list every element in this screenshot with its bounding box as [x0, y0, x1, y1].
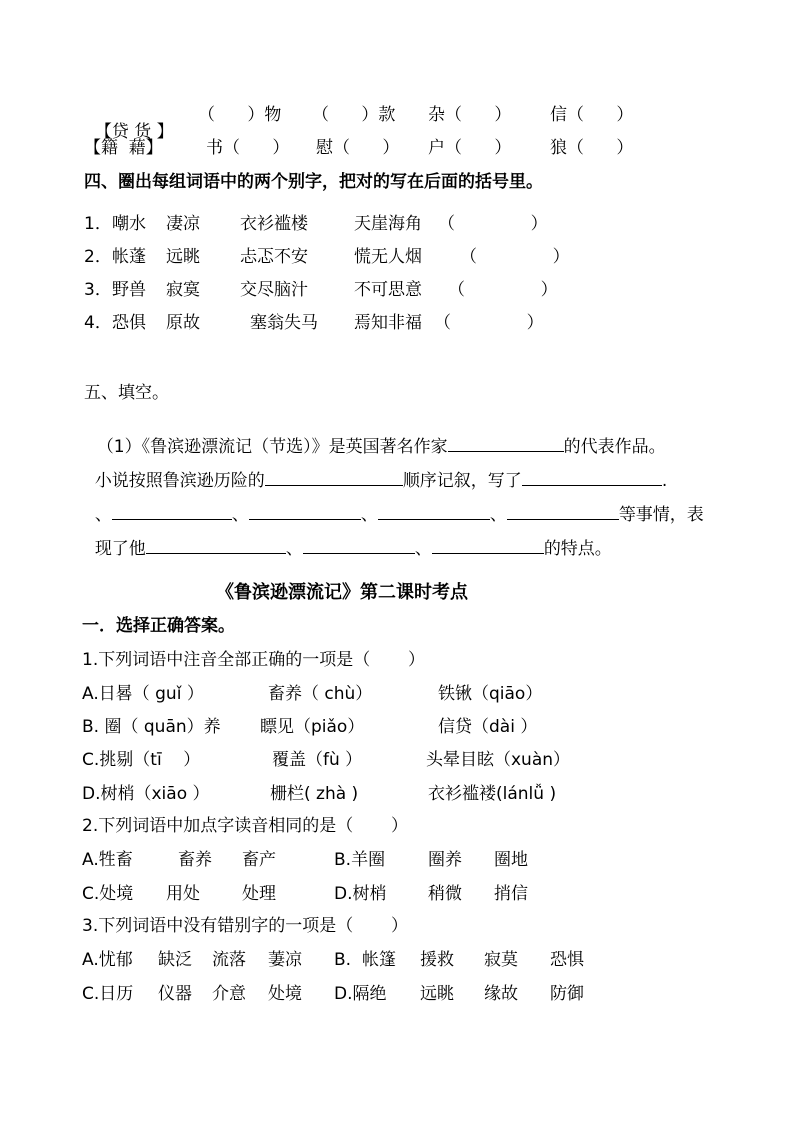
answer-blank[interactable]	[249, 503, 361, 520]
row1-label: 【贷 货 】	[94, 122, 174, 142]
word: 塞翁失马	[250, 313, 318, 333]
q3-word: 寂莫	[484, 950, 518, 970]
q1-option-b-w3: 信贷（dài ）	[438, 717, 538, 737]
answer-blank[interactable]	[522, 469, 662, 486]
answer-paren: （ ）	[448, 280, 558, 300]
row1-item4: 信（ ）	[550, 105, 634, 125]
q1-option-c-w3: 头晕目眩（xuàn）	[426, 750, 571, 770]
answer-blank[interactable]	[303, 537, 415, 554]
fill-text: 、	[94, 505, 112, 525]
fill-text: 的代表作品。	[563, 437, 666, 457]
answer-paren: （ ）	[434, 313, 544, 333]
q3-stem: 3.下列词语中没有错别字的一项是（ ）	[82, 916, 409, 936]
word: 远眺	[166, 247, 200, 267]
answer-paren: （ ）	[438, 214, 548, 234]
separator: 、	[414, 539, 432, 559]
fill-text: .	[661, 471, 668, 491]
sec3-row1	[84, 107, 174, 141]
word: 不可思意	[354, 280, 422, 300]
q3-option-d[interactable]: D.隔绝	[334, 984, 387, 1004]
q2-word: 稍微	[428, 884, 462, 904]
q1-option-b[interactable]: B. 圈（ quān）养	[82, 717, 221, 737]
word: 焉知非福	[354, 313, 422, 333]
fill-text: 等事情，表	[618, 505, 704, 525]
q3-option-b[interactable]: B.	[334, 950, 352, 970]
row2-item2: 慰（ ）	[316, 138, 400, 158]
word: 天崖海角	[354, 214, 422, 234]
q1-option-a-w2: 畜养（ chù）	[268, 684, 373, 704]
q3-word: 帐篷	[362, 950, 396, 970]
q3-word: 援救	[420, 950, 454, 970]
line-number: 1．	[84, 214, 112, 234]
word: 恐俱	[112, 313, 146, 333]
lesson2-heading: 一．选择正确答案。	[82, 616, 235, 636]
fill-text: 的特点。	[543, 539, 612, 559]
q3-word: 介意	[212, 984, 246, 1004]
q3-option-c[interactable]: C.日历	[82, 984, 134, 1004]
fill-line-2	[84, 452, 667, 490]
word: 慌无人烟	[354, 247, 422, 267]
answer-blank[interactable]	[265, 469, 403, 486]
answer-paren: （ ）	[460, 247, 570, 267]
q2-option-c[interactable]: C.处境	[82, 884, 134, 904]
q1-option-a[interactable]: A.日晷（ guǐ ）	[82, 684, 204, 704]
q3-word: 缘故	[484, 984, 518, 1004]
q2-option-d[interactable]: D.树梢	[334, 884, 387, 904]
answer-blank[interactable]	[448, 435, 564, 452]
q3-word: 缺泛	[158, 950, 192, 970]
q3-word: 流落	[212, 950, 246, 970]
fill-line-1	[86, 418, 666, 456]
word: 帐蓬	[112, 247, 146, 267]
q2-option-a[interactable]: A.牲畜	[82, 850, 133, 870]
q3-word: 远眺	[420, 984, 454, 1004]
answer-blank[interactable]	[507, 503, 619, 520]
q2-option-b[interactable]: B.羊圈	[334, 850, 386, 870]
word: 忐忑不安	[240, 247, 308, 267]
sec5-heading: 五、填空。	[84, 383, 169, 403]
row1-item3: 杂（ ）	[428, 105, 512, 125]
word: 原故	[166, 313, 200, 333]
q2-word: 畜产	[242, 850, 276, 870]
answer-blank[interactable]	[432, 537, 544, 554]
q3-option-a[interactable]: A.忧郁	[82, 950, 133, 970]
row1-item2: （ ）款	[312, 105, 396, 125]
q1-option-d[interactable]: D.树梢（xiāo ）	[82, 784, 210, 804]
separator: 、	[360, 505, 378, 525]
q1-option-d-w2: 栅栏( zhà )	[270, 784, 359, 804]
separator: 、	[489, 505, 507, 525]
q2-word: 处理	[242, 884, 276, 904]
word: 交尽脑汁	[240, 280, 308, 300]
line-number: 4．	[84, 313, 112, 333]
q1-stem: 1.下列词语中注音全部正确的一项是（ ）	[82, 650, 426, 670]
word: 嘲水	[112, 214, 146, 234]
sec4-heading: 四、圈出每组词语中的两个别字，把对的写在后面的括号里。	[84, 172, 543, 192]
line-number: 3．	[84, 280, 112, 300]
q3-word: 处境	[268, 984, 302, 1004]
row2-item1: 书（ ）	[206, 138, 290, 158]
word: 寂寞	[166, 280, 200, 300]
q2-word: 捎信	[494, 884, 528, 904]
separator: 、	[231, 505, 249, 525]
row2-item3: 户（ ）	[428, 138, 512, 158]
answer-blank[interactable]	[112, 503, 232, 520]
answer-blank[interactable]	[146, 537, 286, 554]
q2-stem: 2.下列词语中加点字读音相同的是（ ）	[82, 816, 409, 836]
fill-line-4	[84, 520, 612, 558]
q1-option-a-w3: 铁锹（qiāo）	[438, 684, 543, 704]
q2-word: 用处	[166, 884, 200, 904]
q1-option-c-w2: 覆盖（fù ）	[272, 750, 363, 770]
q2-word: 圈养	[428, 850, 462, 870]
separator: 、	[285, 539, 303, 559]
word: 衣衫褴楼	[240, 214, 308, 234]
row1-item1: （ ）物	[198, 105, 282, 125]
q1-option-b-w2: 瞟见（piǎo）	[260, 717, 365, 737]
q3-word: 仪器	[158, 984, 192, 1004]
line-number: 2．	[84, 247, 112, 267]
fill-text: 现了他	[94, 539, 146, 559]
q2-word: 畜养	[178, 850, 212, 870]
lesson2-title: 《鲁滨逊漂流记》第二课时考点	[216, 582, 468, 603]
q3-word: 防御	[550, 984, 584, 1004]
fill-text: （1）《鲁滨逊漂流记（节选）》是英国著名作家	[96, 437, 448, 457]
q3-word: 萋凉	[268, 950, 302, 970]
q1-option-c[interactable]: C.挑剔（tī ）	[82, 750, 201, 770]
fill-text: 顺序记叙，写了	[402, 471, 522, 491]
row2-item4: 狼（ ）	[550, 138, 634, 158]
word: 野兽	[112, 280, 146, 300]
fill-text: 小说按照鲁滨逊历险的	[94, 471, 265, 491]
q2-word: 圈地	[494, 850, 528, 870]
answer-blank[interactable]	[378, 503, 490, 520]
row2-label: 【籍 藉】	[84, 138, 163, 158]
fill-line-3	[84, 486, 704, 524]
word: 凄凉	[166, 214, 200, 234]
q1-option-d-w3: 衣衫褴褛(lánlǚ )	[428, 784, 557, 804]
q3-word: 恐惧	[550, 950, 584, 970]
